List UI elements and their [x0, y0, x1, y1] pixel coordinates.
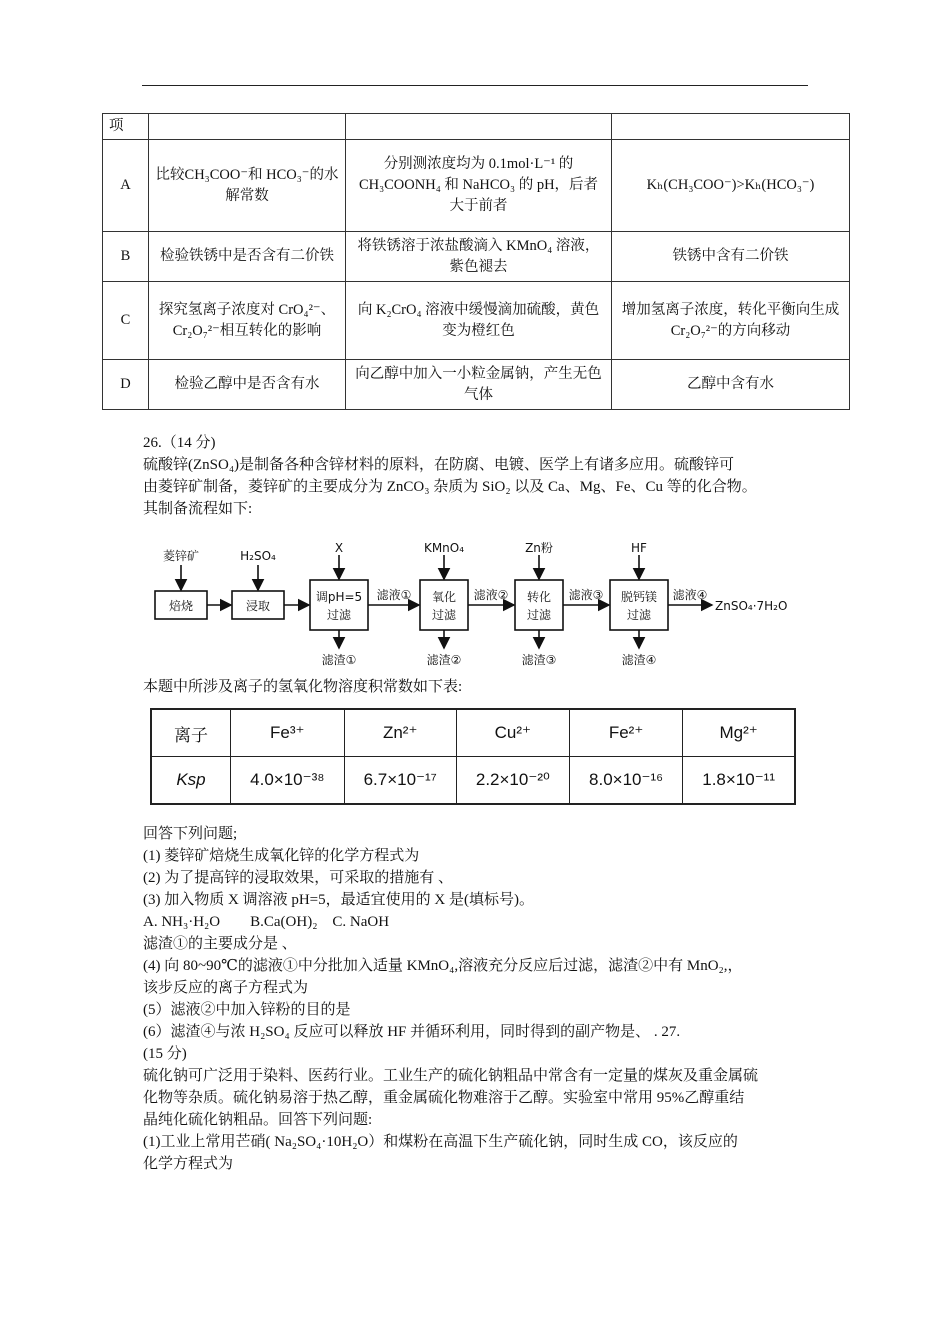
residue-label: 滤渣①	[321, 653, 357, 667]
row-label: B	[103, 232, 149, 282]
input-label: Zn粉	[525, 541, 553, 555]
question-line: 回答下列问题;	[143, 826, 238, 842]
ion-row	[151, 709, 795, 757]
purpose-cell: 探究氢离子浓度对 CrO₄²⁻、Cr₂O₇²⁻相互转化的影响	[149, 282, 346, 360]
input-label: HF	[631, 541, 647, 555]
conclusion-cell: 增加氢离子浓度，转化平衡向生成 Cr₂O₇²⁻的方向移动	[612, 282, 850, 360]
table-row	[103, 140, 850, 232]
ksp-table	[150, 708, 796, 805]
table-row	[103, 282, 850, 360]
ion-cell: Fe²⁺	[569, 709, 682, 757]
input-label: X	[334, 541, 344, 555]
box-label: 焙烧	[168, 599, 194, 613]
table-row	[103, 114, 850, 140]
input-label: KMnO₄	[423, 541, 465, 555]
input-label: H₂SO₄	[240, 549, 276, 563]
question-line: (3) 加入物质 X 调溶液 pH=5，最适宜使用的 X 是(填标号)。	[143, 892, 534, 908]
residue-label: 滤渣③	[521, 653, 557, 667]
process-flowchart	[150, 540, 810, 670]
box-label: 过滤	[626, 608, 652, 622]
purpose-cell: 检验乙醇中是否含有水	[149, 360, 346, 410]
purpose-cell: 比较CH₃COO⁻和 HCO₃⁻的水解常数	[149, 140, 346, 232]
box-label: 氧化	[431, 590, 457, 604]
row-header: Ksp	[151, 757, 231, 805]
residue-label: 滤渣②	[426, 653, 462, 667]
conclusion-cell: Kₕ(CH₃COO⁻)>Kₕ(HCO₃⁻)	[612, 140, 850, 232]
top-rule	[142, 85, 808, 86]
row-label: A	[103, 140, 149, 232]
box-decalc-filter	[610, 580, 668, 630]
question-line: 滤渣①的主要成分是 、	[143, 936, 297, 952]
box-convert-filter	[515, 580, 563, 630]
row-label: C	[103, 282, 149, 360]
filtrate-label: 滤液②	[473, 588, 509, 602]
residue-label: 滤渣④	[621, 653, 657, 667]
table-row	[103, 360, 850, 410]
question-line: (4) 向 80~90℃的滤液①中分批加入适量 KMnO₄,溶液充分反应后过滤，滤渣②中有 MnO₂,，	[143, 958, 743, 974]
box-label: 过滤	[326, 608, 352, 622]
product-label: ZnSO₄·7H₂O	[715, 599, 788, 613]
operation-cell	[346, 114, 612, 140]
intro-line: 硫酸锌(ZnSO₄)是制备各种含锌材料的原料，在防腐、电镀、医学上有诸多应用。硫酸锌可	[143, 457, 735, 473]
box-label: 浸取	[245, 599, 271, 613]
ksp-value: 6.7×10⁻¹⁷	[344, 757, 456, 805]
ksp-intro	[143, 676, 813, 698]
ion-cell: Mg²⁺	[683, 709, 795, 757]
question-line: 硫化钠可广泛用于染料、医药行业。工业生产的硫化钠粗品中常含有一定量的煤灰及重金属硫	[143, 1068, 759, 1084]
question-line: (5）滤液②中加入锌粉的目的是	[143, 1002, 351, 1018]
purpose-cell	[149, 114, 346, 140]
question-header: 26.（14 分)	[143, 435, 216, 451]
conclusion-cell: 乙醇中含有水	[612, 360, 850, 410]
row-header: 离子	[151, 709, 231, 757]
ion-cell: Zn²⁺	[344, 709, 456, 757]
ksp-value: 4.0×10⁻³⁸	[231, 757, 345, 805]
filtrate-label: 滤液①	[376, 588, 412, 602]
conclusion-cell: 铁锈中含有二价铁	[612, 232, 850, 282]
question-line: (1)工业上常用芒硝( Na₂SO₄·10H₂O）和煤粉在高温下生产硫化钠，同时生成 CO，该反应的	[143, 1134, 738, 1150]
experiment-table	[102, 113, 850, 410]
box-ph-filter	[310, 580, 368, 630]
operation-cell: 向 K₂CrO₄ 溶液中缓慢滴加硫酸，黄色变为橙红色	[346, 282, 612, 360]
row-label: 项	[103, 114, 149, 140]
box-oxidize-filter	[420, 580, 468, 630]
ksp-value: 2.2×10⁻²⁰	[456, 757, 569, 805]
operation-cell: 将铁锈溶于浓盐酸滴入 KMnO₄ 溶液，紫色褪去	[346, 232, 612, 282]
operation-cell: 分别测浓度均为 0.1mol·L⁻¹ 的 CH₃COONH₄ 和 NaHCO₃ 的 pH，后者大于前者	[346, 140, 612, 232]
question-26-intro	[143, 432, 813, 520]
box-label: 过滤	[526, 608, 552, 622]
ksp-value: 1.8×10⁻¹¹	[683, 757, 795, 805]
question-line: (15 分)	[143, 1046, 187, 1062]
conclusion-cell	[612, 114, 850, 140]
table-row	[103, 232, 850, 282]
box-label: 调pH=5	[315, 590, 363, 604]
ion-cell: Fe³⁺	[231, 709, 345, 757]
question-line: 晶纯化硫化钠粗品。回答下列问题:	[143, 1112, 373, 1128]
flowchart-svg	[150, 540, 810, 670]
question-line: 化学方程式为	[143, 1156, 234, 1172]
input-label: 菱锌矿	[162, 549, 200, 563]
question-line: (2) 为了提高锌的浸取效果，可采取的措施有 、	[143, 870, 453, 886]
question-line: 化物等杂质。硫化钠易溶于热乙醇，重金属硫化物难溶于乙醇。实验室中常用 95%乙醇重结	[143, 1090, 745, 1106]
filtrate-label: 滤液④	[672, 588, 708, 602]
box-label: 过滤	[431, 608, 457, 622]
ksp-value: 8.0×10⁻¹⁶	[569, 757, 682, 805]
ksp-row	[151, 757, 795, 805]
intro-line: 其制备流程如下:	[143, 501, 253, 517]
box-label: 转化	[526, 590, 552, 604]
question-line: (1) 菱锌矿焙烧生成氧化锌的化学方程式为	[143, 848, 420, 864]
filtrate-label: 滤液③	[568, 588, 604, 602]
purpose-cell: 检验铁锈中是否含有二价铁	[149, 232, 346, 282]
questions-block	[143, 823, 813, 1175]
ksp-intro-text: 本题中所涉及离子的氢氧化物溶度积常数如下表:	[143, 679, 463, 695]
question-line: A. NH₃·H₂O B.Ca(OH)₂ C. NaOH	[143, 914, 390, 930]
box-label: 脱钙镁	[620, 590, 658, 604]
question-line: 该步反应的离子方程式为	[143, 980, 309, 996]
question-line: (6）滤渣④与浓 H₂SO₄ 反应可以释放 HF 并循环利用，同时得到的副产物是、 . 27.	[143, 1024, 681, 1040]
intro-line: 由菱锌矿制备，菱锌矿的主要成分为 ZnCO₃ 杂质为 SiO₂ 以及 Ca、Mg、Fe、Cu 等的化合物。	[143, 479, 757, 495]
operation-cell: 向乙醇中加入一小粒金属钠，产生无色气体	[346, 360, 612, 410]
row-label: D	[103, 360, 149, 410]
ion-cell: Cu²⁺	[456, 709, 569, 757]
